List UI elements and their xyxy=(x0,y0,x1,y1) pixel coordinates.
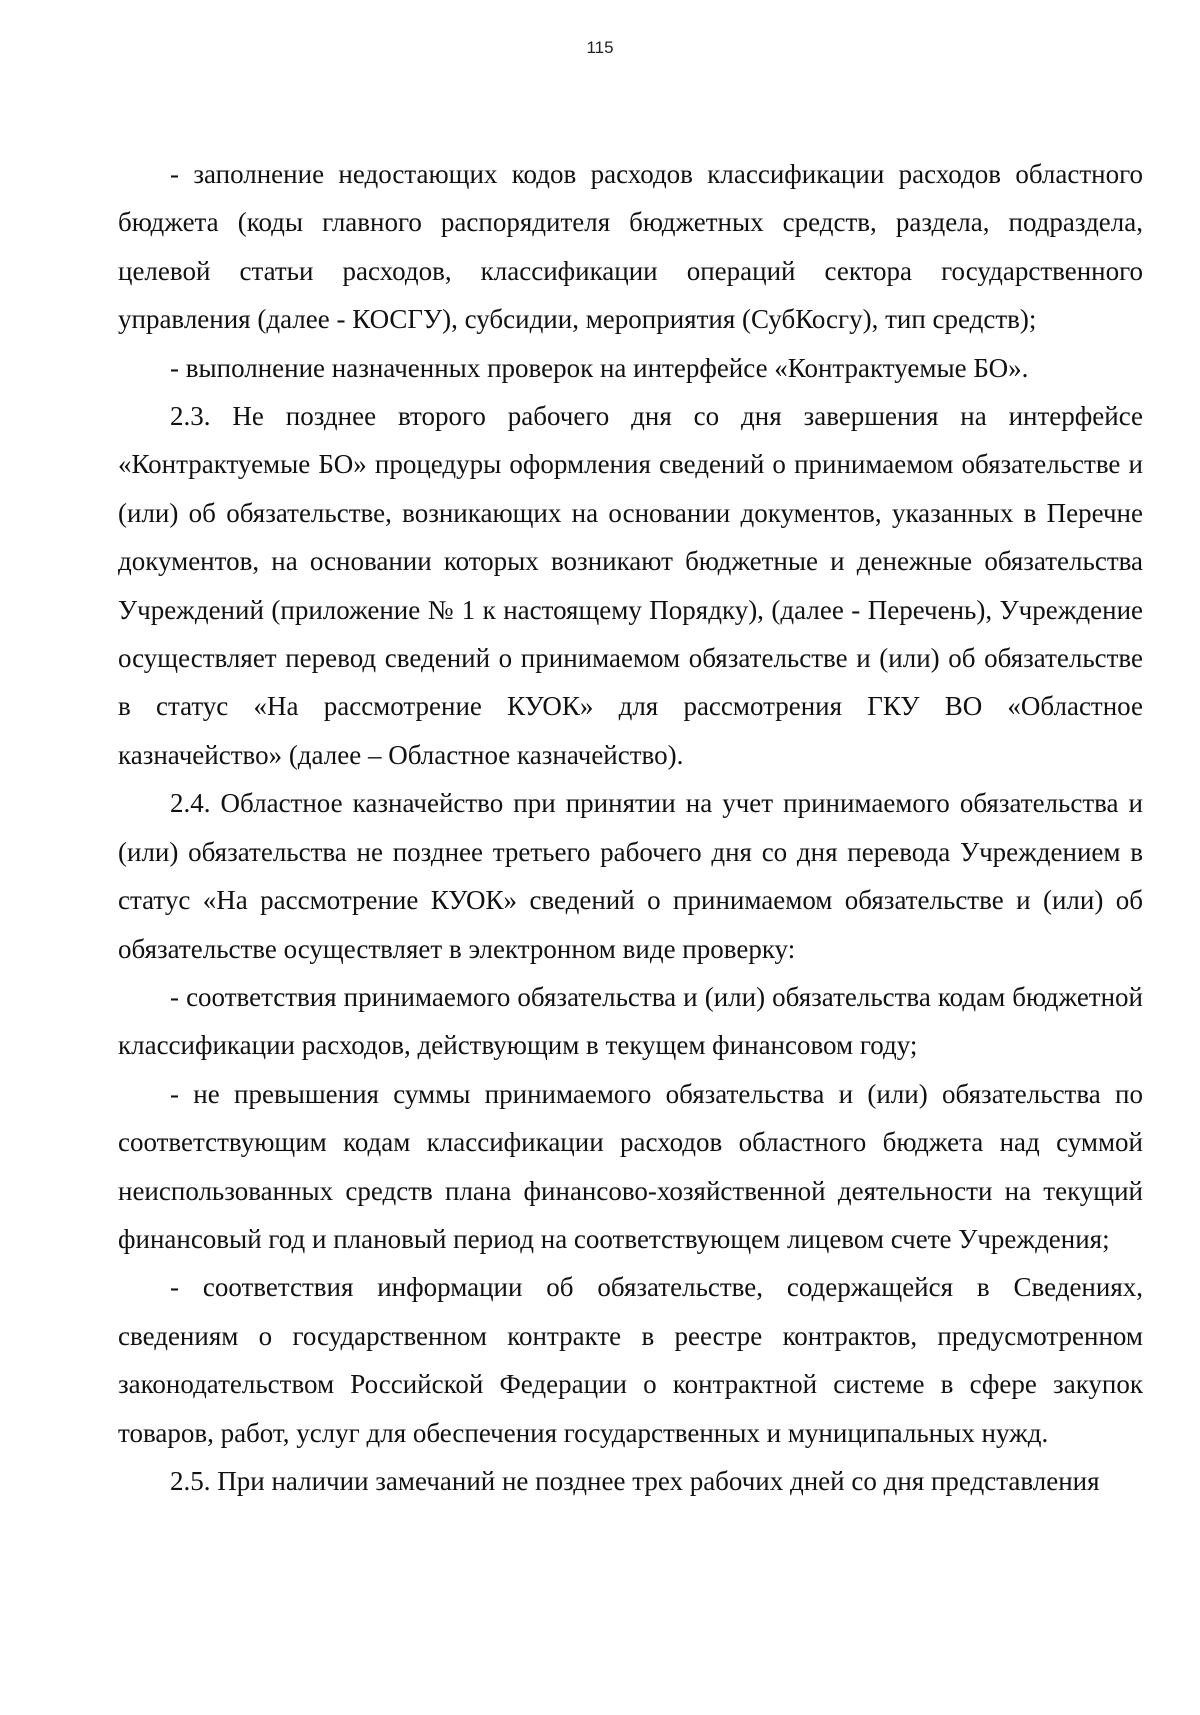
paragraph-2-3: 2.3. Не позднее второго рабочего дня со дня завершения на интерфейсе «Контрактуемые БО» процедуры оформления сведений о принимаемом обязательстве и (или) об обязательстве, возникающих на основании документов, указанных в Перечне документов, на основании которых возникают бюджетные и денежные обязательства Учреждений (приложение № 1 к настоящему Порядку), (далее - Перечень), Учреждение осуществляет перевод сведений о принимаемом обязательстве и (или) об обязательстве в статус «На рассмотрение КУОК» для рассмотрения ГКУ ВО «Областное казначейство» (далее – Областное казначейство). xyxy=(118,401,1143,770)
paragraph-2-5: 2.5. При наличии замечаний не позднее трех рабочих дней со дня представления xyxy=(170,1465,1100,1496)
paragraph-2-4: 2.4. Областное казначейство при принятии на учет принимаемого обязательства и (или) обязательства не позднее третьего рабочего дня со дня перевода Учреждением в статус «На рассмотрение КУОК» сведений о принимаемом обязательстве и (или) об обязательстве осуществляет в электронном виде проверку: xyxy=(118,788,1143,964)
page-number: 115 xyxy=(586,38,614,57)
paragraph-contract-check: - соответствия информации об обязательстве, содержащейся в Сведениях, сведениям о государственном контракте в реестре контрактов, предусмотренном законодательством Российской Федерации о контрактной системе в сфере закупок товаров, работ, услуг для обеспечения государственных и муниципальных нужд. xyxy=(118,1272,1143,1448)
paragraph-codes-filling: - заполнение недостающих кодов расходов классификации расходов областного бюджета (коды главного распорядителя бюджетных средств, раздела, подраздела, целевой статьи расходов, классификации операций сектора государственного управления (далее - КОСГУ), субсидии, мероприятия (СубКосгу), тип средств); xyxy=(118,159,1143,335)
paragraph-checks: - выполнение назначенных проверок на интерфейсе «Контрактуемые БО». xyxy=(170,352,1029,383)
paragraph-amount-check: - не превышения суммы принимаемого обязательства и (или) обязательства по соответствующим кодам классификации расходов областного бюджета над суммой неиспользованных средств плана финансово-хозяйственной деятельности на текущий финансовый год и плановый период на соответствующем лицевом счете Учреждения; xyxy=(118,1078,1143,1254)
paragraph-classification-check: - соответствия принимаемого обязательства и (или) обязательства кодам бюджетной классификации расходов, действующим в текущем финансовом году; xyxy=(118,981,1143,1061)
document-body xyxy=(118,150,1143,1505)
